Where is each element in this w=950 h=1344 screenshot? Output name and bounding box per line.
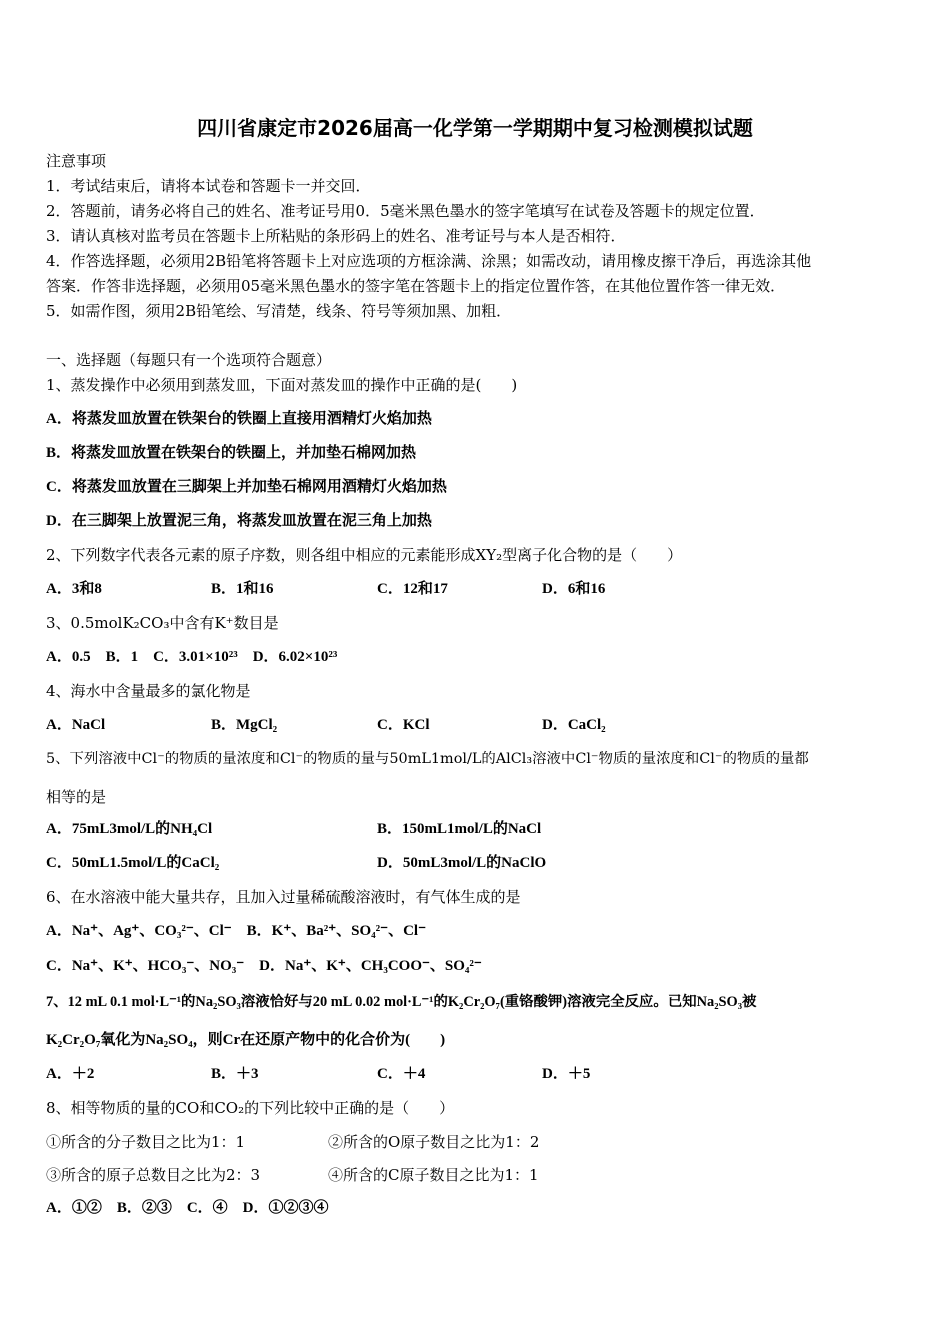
- q1-option-b: B．将蒸发皿放置在铁架台的铁圈上，并加垫石棉网加热: [46, 445, 417, 461]
- notice-item: 3．请认真核对监考员在答题卡上所粘贴的条形码上的姓名、准考证号与本人是否相符．: [46, 227, 626, 245]
- q5-option-d: D．50mL3mol/L的NaClO: [377, 855, 547, 871]
- q6-options-ab: A．Na⁺、Ag⁺、CO₃²⁻、Cl⁻ B．K⁺、Ba²⁺、SO₄²⁻、Cl⁻: [46, 923, 427, 939]
- question-5: 5、下列溶液中Cl⁻的物质的量浓度和Cl⁻的物质的量与50mL1mol/L的AlCl₃溶液中Cl⁻物质的量浓度和Cl⁻的物质的量都: [46, 751, 809, 767]
- notice-item: 答案．作答非选择题，必须用05毫米黑色墨水的签字笔在答题卡上的指定位置作答，在其他位置作答一律无效．: [46, 277, 786, 295]
- q4-option-d: D．CaCl₂: [542, 717, 606, 733]
- q1-option-c: C．将蒸发皿放置在三脚架上并加垫石棉网用酒精灯火焰加热: [46, 479, 447, 495]
- notice-item: 1．考试结束后，请将本试卷和答题卡一并交回．: [46, 177, 371, 195]
- q8-statement: ③所含的原子总数目之比为2：3: [46, 1166, 261, 1184]
- question-8: 8、相等物质的量的CO和CO₂的下列比较中正确的是（ ）: [46, 1099, 455, 1117]
- question-1: 1、蒸发操作中必须用到蒸发皿，下面对蒸发皿的操作中正确的是( ): [46, 376, 518, 394]
- q2-option-d: D．6和16: [542, 581, 606, 597]
- question-6: 6、在水溶液中能大量共存，且加入过量稀硫酸溶液时，有气体生成的是: [46, 888, 521, 906]
- question-7-cont: K₂Cr₂O₇氧化为Na₂SO₄，则Cr在还原产物中的化合价为( ): [46, 1032, 446, 1048]
- q1-option-d: D．在三脚架上放置泥三角，将蒸发皿放置在泥三角上加热: [46, 513, 432, 529]
- notice-heading: 注意事项: [46, 152, 107, 170]
- q2-option-b: B．1和16: [211, 581, 274, 597]
- q2-option-a: A．3和8: [46, 581, 102, 597]
- q8-options: A．①② B．②③ C．④ D．①②③④: [46, 1200, 329, 1216]
- notice-item: 4．作答选择题，必须用2B铅笔将答题卡上对应选项的方框涂满、涂黑；如需改动，请用橡皮擦干净后，再选涂其他: [46, 252, 812, 270]
- q7-option-d: D．＋5: [542, 1066, 591, 1082]
- q7-option-c: C．＋4: [377, 1066, 426, 1082]
- q4-option-a: A．NaCl: [46, 717, 106, 733]
- q7-option-b: B．＋3: [211, 1066, 259, 1082]
- q2-option-c: C．12和17: [377, 581, 448, 597]
- section-heading: 一、选择题（每题只有一个选项符合题意）: [46, 351, 332, 369]
- q1-option-a: A．将蒸发皿放置在铁架台的铁圈上直接用酒精灯火焰加热: [46, 411, 432, 427]
- q4-option-b: B．MgCl₂: [211, 717, 278, 733]
- page-title: 四川省康定市2026届高一化学第一学期期中复习检测模拟试题: [197, 116, 753, 140]
- q8-statement: ②所含的O原子数目之比为1：2: [328, 1133, 540, 1151]
- question-3: 3、0.5molK₂CO₃中含有K⁺数目是: [46, 614, 279, 632]
- q5-option-a: A．75mL3mol/L的NH₄Cl: [46, 821, 213, 837]
- notice-item: 5．如需作图，须用2B铅笔绘、写清楚，线条、符号等须加黑、加粗．: [46, 302, 512, 320]
- q7-option-a: A．＋2: [46, 1066, 95, 1082]
- q5-option-c: C．50mL1.5mol/L的CaCl₂: [46, 855, 220, 871]
- q8-statement: ④所含的C原子数目之比为1：1: [328, 1166, 539, 1184]
- question-2: 2、下列数字代表各元素的原子序数，则各组中相应的元素能形成XY₂型离子化合物的是（ ）: [46, 546, 683, 564]
- question-5-cont: 相等的是: [46, 788, 107, 806]
- notice-item: 2．答题前，请务必将自己的姓名、准考证号用0．5毫米黑色墨水的签字笔填写在试卷及答题卡的规定位置．: [46, 202, 765, 220]
- question-7: 7、12 mL 0.1 mol·L⁻¹的Na₂SO₃溶液恰好与20 mL 0.02 mol·L⁻¹的K₂Cr₂O₇(重铬酸钾)溶液完全反应。已知Na₂SO₃被: [46, 994, 757, 1010]
- q4-option-c: C．KCl: [377, 717, 430, 733]
- q3-options: A．0.5 B．1 C．3.01×10²³ D．6.02×10²³: [46, 649, 338, 665]
- q6-options-cd: C．Na⁺、K⁺、HCO₃⁻、NO₃⁻ D．Na⁺、K⁺、CH₃COO⁻、SO₄²⁻: [46, 958, 482, 974]
- question-4: 4、海水中含量最多的氯化物是: [46, 682, 251, 700]
- q8-statement: ①所含的分子数目之比为1：1: [46, 1133, 246, 1151]
- q5-option-b: B．150mL1mol/L的NaCl: [377, 821, 542, 837]
